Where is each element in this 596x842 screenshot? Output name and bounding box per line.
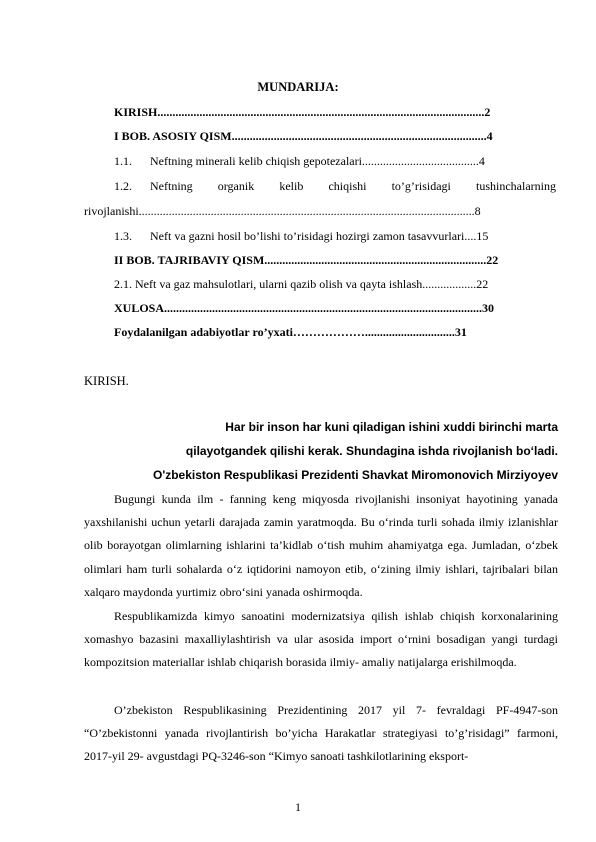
toc-entry-text: Neftning organik kelib chiqishi to’g’risidagi tushinchalarning — [150, 179, 556, 193]
toc-title: MUNDARIJA: — [257, 80, 339, 94]
toc-entry-bob1[interactable]: I BOB. ASOSIY QISM.....................................................................................4 — [114, 129, 493, 143]
paragraph-3 — [84, 699, 558, 769]
toc-entry-text: Neftning minerali kelib chiqish gepotezalari.......................................4 — [150, 154, 485, 168]
toc-entry-1-2[interactable] — [114, 179, 558, 194]
paragraph-text: Respublikamizda kimyo sanoatini modernizatsiya qilish ishlab chiqish korxonalarining xomashyo bazasini maxalliylashtirish va ular asosida import o‘rnini bosadigan yangi turdagi kompozitsion materiallar ishlab chiqarish borasida ilmiy- amaliy natijalarga erishilmoqda. — [84, 609, 558, 670]
epigraph-line-1: Har bir inson har kuni qiladigan ishini xuddi birinchi marta — [225, 420, 558, 434]
toc-entry-xulosa[interactable]: XULOSA..........................................................................................................30 — [114, 301, 495, 315]
toc-entry-2-1[interactable]: 2.1. Neft va gaz mahsulotlari, ularni qazib olish va qayta ishlash..................22 — [114, 277, 489, 291]
section-heading-kirish: KIRISH. — [84, 374, 129, 388]
epigraph-line-2: qilayotgandek qilishi kerak. Shundagina ishda rivojlanish bo‘ladi. — [185, 444, 558, 458]
page-number: 1 — [295, 800, 301, 814]
toc-entry-1-1[interactable] — [114, 154, 558, 169]
paragraph-2 — [84, 605, 558, 675]
paragraph-text: Bugungi kunda ilm - fanning keng miqyosda rivojlanishi insoniyat hayotining yanada yaxshilanishi uchun yetarli darajada zamin yaratmoqda. Bu o‘rinda turli sohada ilmiy izlanishlar olib borayotgan olimlarning ishlarini ta’kidlab o‘tish muhim ahamiyatga ega. Jumladan, o‘zbek olimlari ham turli sohalarda o‘z iqtidorini namoyon etib, o‘zining ilmiy ishlari, tajribalari bilan xalqaro maydonda yurtimiz obro‘sini yanada oshirmoqda. — [84, 492, 558, 599]
toc-entry-adabiyotlar[interactable]: Foydalanilgan adabiyotlar ro’yxati………………..............................31 — [114, 325, 467, 339]
paragraph-1 — [84, 488, 558, 604]
toc-entry-1-3[interactable] — [114, 229, 558, 244]
epigraph-author: O'zbekiston Respublikasi Prezidenti Shavkat Miromonovich Mirziyoyev — [153, 468, 558, 482]
toc-entry-text: Neft va gazni hosil bo’lishi to’risidagi hozirgi zamon tasavvurlari....15 — [150, 229, 489, 243]
toc-entry-number: 1.1. — [114, 154, 132, 168]
paragraph-text: O’zbekiston Respublikasining Prezidentining 2017 yil 7- fevraldagi PF-4947-son “O’zbekistonni yanada rivojlantirish bo’yicha Harakatlar strategiyasi to’g’risidagi” farmoni, 2017-yil 29- avgustdagi PQ-3246-son “Kimyo sanoati tashkilotlarining eksport- — [84, 703, 558, 764]
toc-entry-bob2[interactable]: II BOB. TAJRIBAVIY QISM..........................................................................22 — [114, 253, 499, 267]
toc-entry-number: 1.2. — [114, 179, 132, 193]
toc-entry-kirish[interactable]: KIRISH.............................................................................................................2 — [114, 105, 491, 119]
toc-entry-number: 1.3. — [114, 229, 132, 243]
toc-entry-1-2-continued[interactable]: rivojlanishi................................................................................................................8 — [84, 204, 481, 218]
